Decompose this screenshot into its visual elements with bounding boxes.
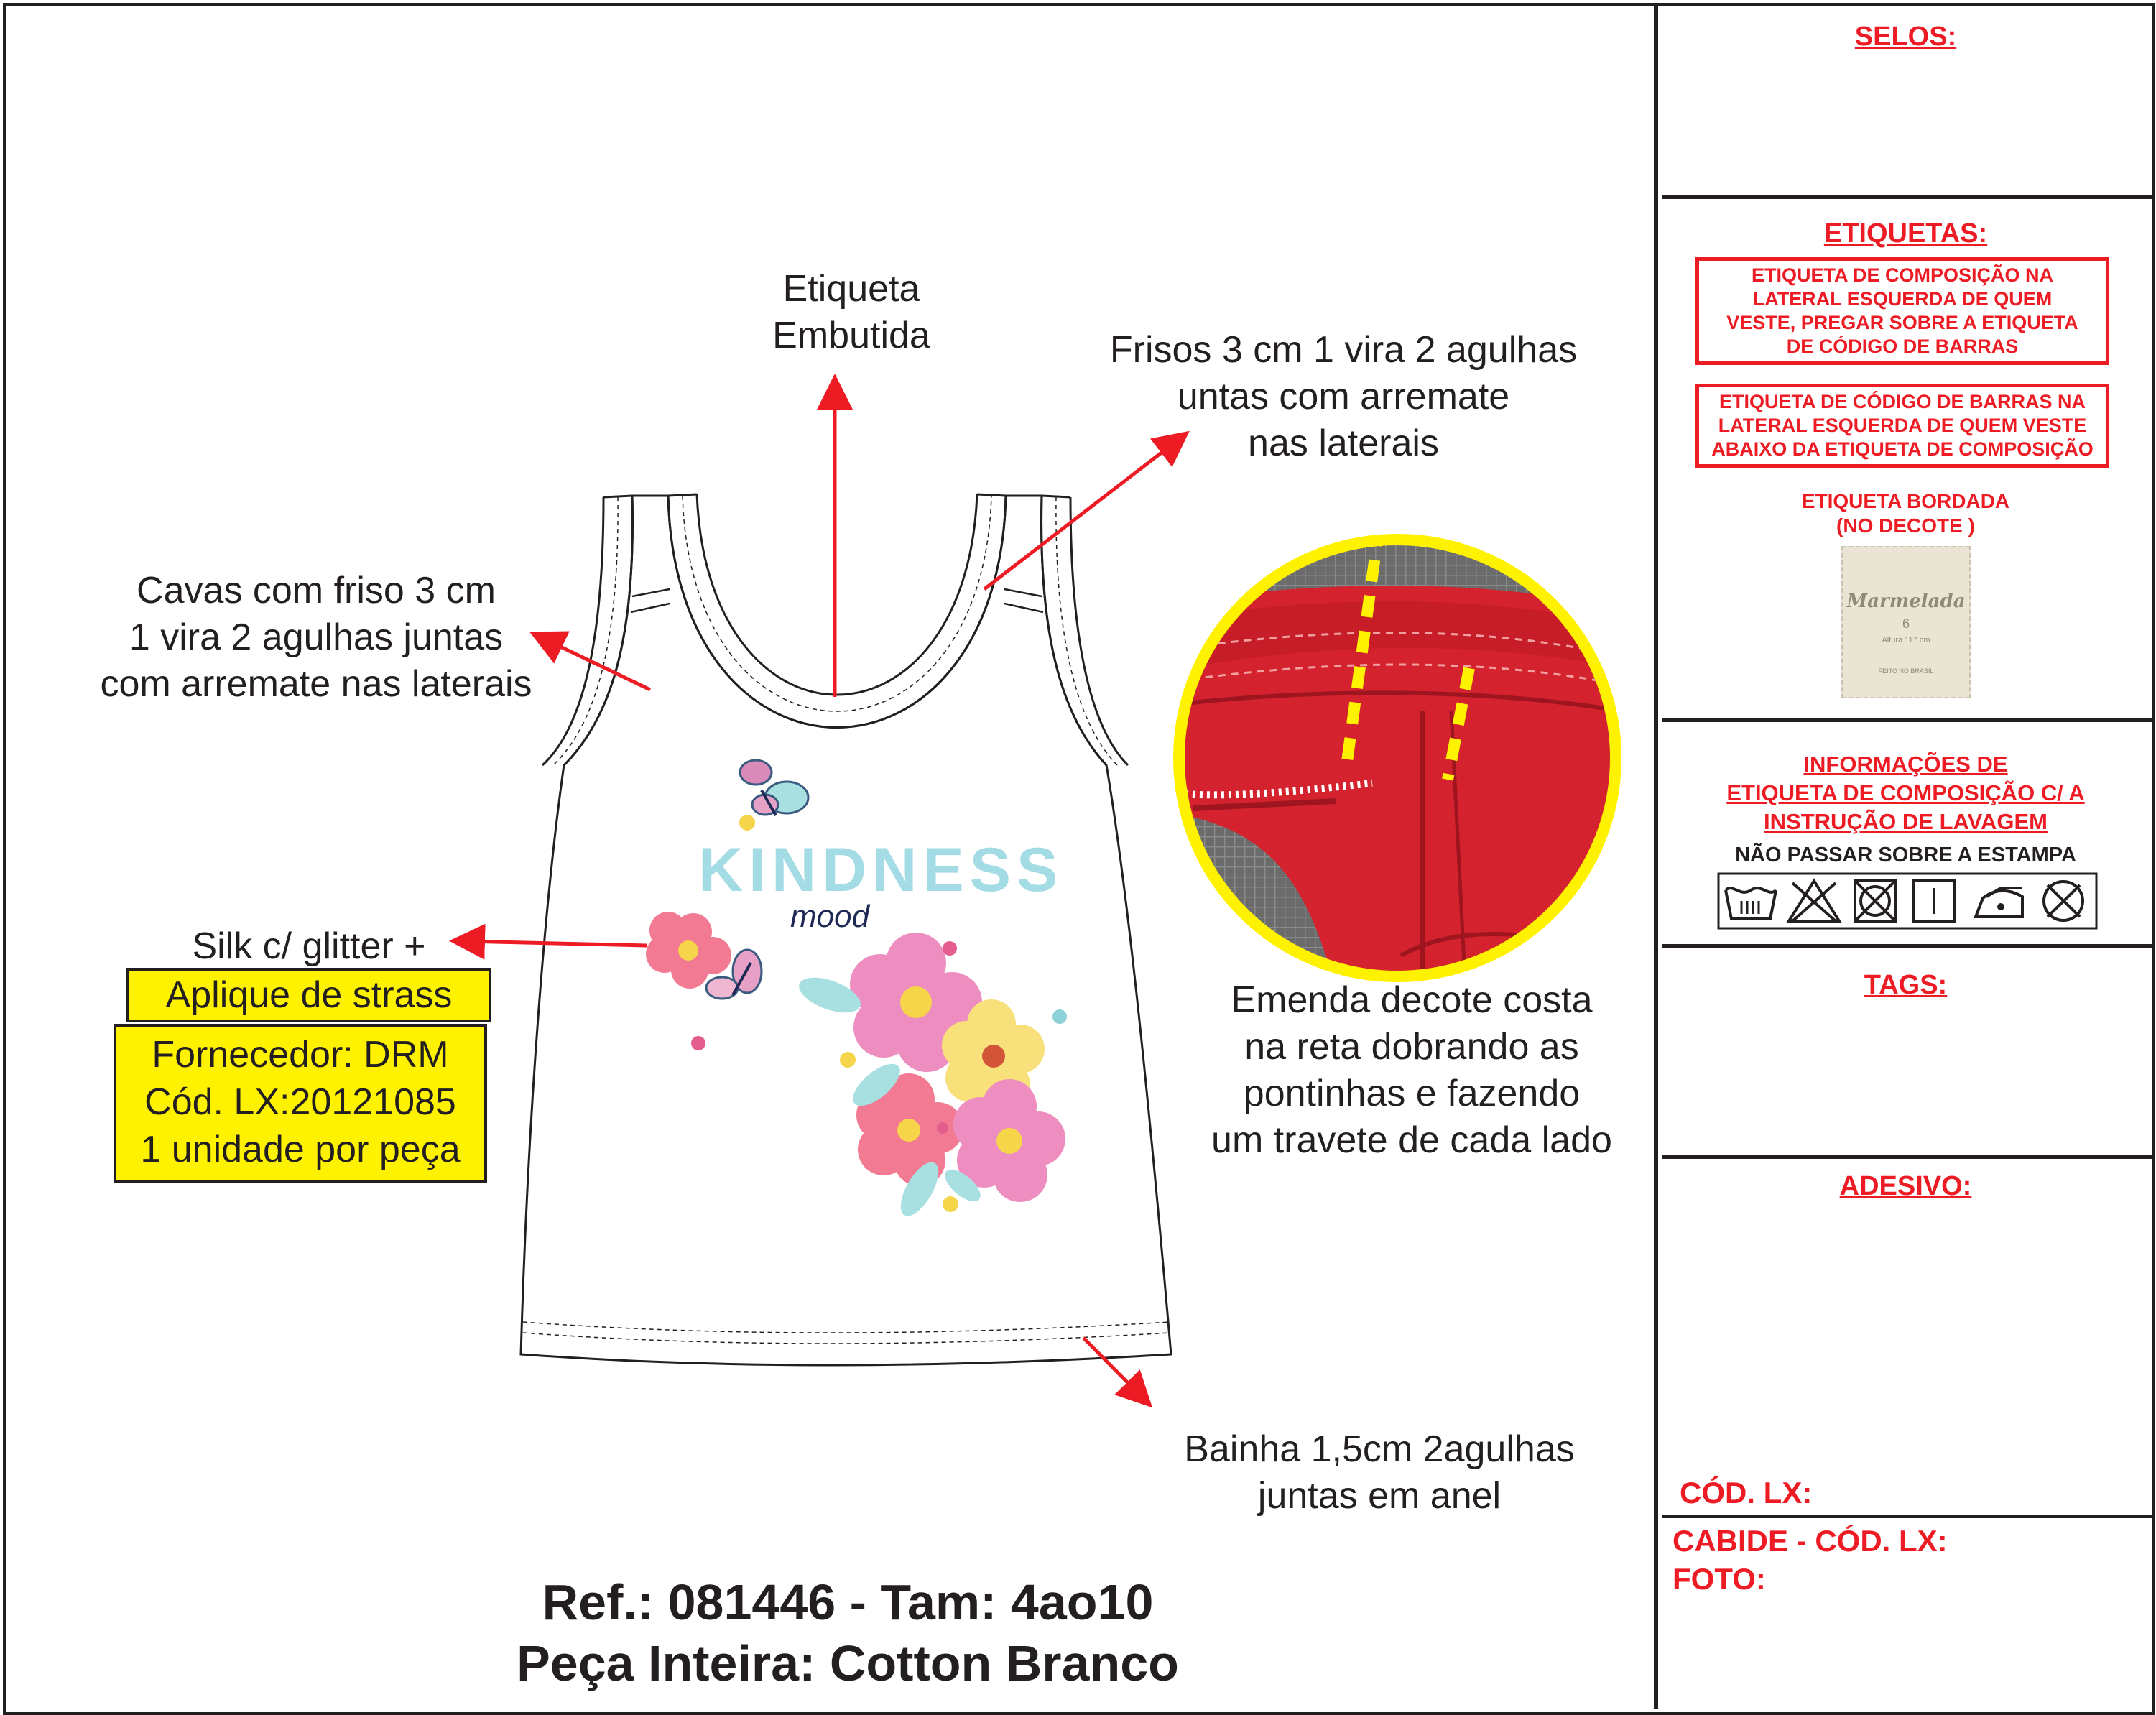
arrow-bainha	[1083, 1338, 1142, 1397]
annotation-cavas: Cavas com friso 3 cm 1 vira 2 agulhas juntas com arremate nas laterais	[100, 570, 532, 705]
selos-title: SELOS:	[1854, 22, 1957, 52]
arrow-silk	[463, 941, 647, 946]
no-tumble-dry-icon	[1855, 881, 1895, 921]
fabric-line: Peça Inteira: Cotton Branco	[517, 1635, 1179, 1691]
composition-label-box: ETIQUETA DE COMPOSIÇÃO NA LATERAL ESQUERDA DE QUEM VESTE, PREGAR SOBRE A ETIQUETA DE CÓDIGO DE BARRAS	[1695, 257, 2109, 365]
divider-adesivo	[1662, 1515, 2153, 1518]
barcode-label-box: ETIQUETA DE CÓDIGO DE BARRAS NA LATERAL ESQUERDA DE QUEM VESTE ABAIXO DA ETIQUETA DE COMPOSIÇÃO	[1695, 384, 2109, 468]
annotation-bainha: Bainha 1,5cm 2agulhas juntas em anel	[1184, 1428, 1575, 1517]
wash-30-icon	[1726, 888, 1776, 919]
divider-tags	[1662, 1155, 2153, 1159]
print-word-mood: mood	[790, 899, 870, 934]
line-dry-icon	[1914, 881, 1954, 921]
cabide-label: CABIDE - CÓD. LX:	[1672, 1524, 1948, 1558]
supplier-box: Fornecedor: DRM Cód. LX:20121085 1 unidade por peça	[114, 1024, 487, 1183]
spec-sidebar	[1654, 3, 2153, 1709]
foto-label: FOTO:	[1672, 1562, 1766, 1596]
care-symbols	[1717, 872, 2098, 930]
care-info-title: INFORMAÇÕES DE ETIQUETA DE COMPOSIÇÃO C/ A INSTRUÇÃO DE LAVAGEM	[1726, 752, 2085, 834]
adesivo-title: ADESIVO:	[1839, 1171, 1972, 1201]
annotation-etiqueta-embutida: Etiqueta Embutida	[772, 268, 930, 356]
embroidered-label-note: ETIQUETA BORDADA (NO DECOTE )	[1801, 490, 2010, 537]
print-word-kindness: KINDNESS	[698, 836, 1064, 905]
annotation-silk: Silk c/ glitter +	[192, 925, 426, 967]
no-dry-clean-icon	[2044, 882, 2083, 920]
cod-lx-label: CÓD. LX:	[1680, 1476, 1813, 1510]
tags-title: TAGS:	[1864, 970, 1948, 1000]
iron-low-icon	[1976, 888, 2022, 917]
aplique-box: Aplique de strass	[126, 968, 491, 1022]
etiquetas-title: ETIQUETAS:	[1823, 218, 1988, 249]
brand-label-image: Marmelada 6 Altura 117 cm FEITO NO BRASIL	[1841, 546, 1971, 698]
nao-passar-note: NÃO PASSAR SOBRE A ESTAMPA	[1735, 843, 2076, 866]
divider-selos	[1662, 195, 2153, 199]
reference-line: Ref.: 081446 - Tam: 4ao10	[542, 1574, 1154, 1630]
no-bleach-icon	[1789, 881, 1839, 921]
divider-care	[1662, 944, 2153, 948]
divider-etiquetas	[1662, 718, 2153, 722]
annotation-emenda: Emenda decote costa na reta dobrando as pontinhas e fazendo um travete de cada lado	[1211, 979, 1612, 1161]
neckline-detail-photo	[1164, 524, 1631, 991]
annotation-frisos: Frisos 3 cm 1 vira 2 agulhas untas com arremate nas laterais	[1109, 329, 1578, 464]
